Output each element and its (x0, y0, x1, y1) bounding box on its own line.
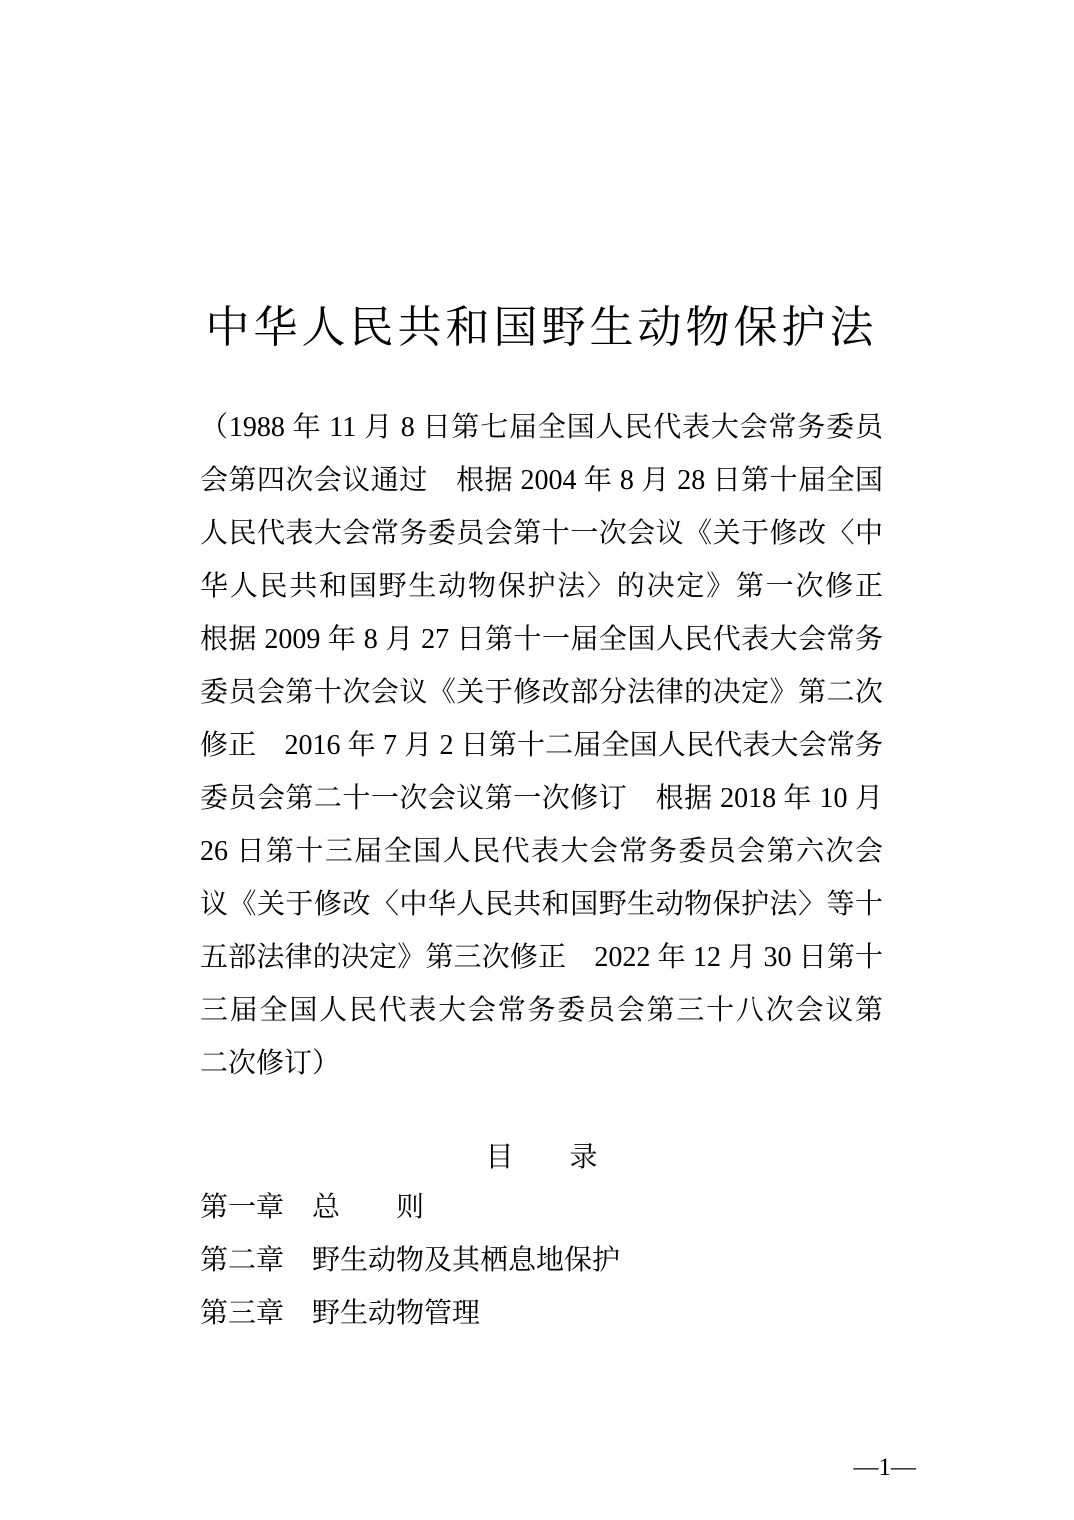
preamble-line: （1988 年 11 月 8 日第七届全国人民代表大会常务委员 (200, 412, 883, 443)
toc-chapter-number: 第三章 (200, 1298, 285, 1329)
preamble-line: 二次修订） (200, 1048, 341, 1079)
preamble-line: 议《关于修改〈中华人民共和国野生动物保护法〉等十 (200, 889, 883, 920)
document-title: 中华人民共和国野生动物保护法 (205, 303, 878, 352)
toc-chapter-number: 第二章 (200, 1245, 285, 1276)
toc-chapter-number: 第一章 (200, 1192, 285, 1223)
preamble-line: 委员会第十次会议《关于修改部分法律的决定》第二次 (200, 677, 883, 708)
preamble-line: 会第四次会议通过 根据 2004 年 8 月 28 日第十届全国 (200, 465, 883, 496)
table-of-contents (200, 1181, 883, 1340)
toc-chapter-title: 野生动物及其栖息地保护 (312, 1245, 621, 1276)
toc-item-chapter-1 (200, 1181, 883, 1234)
page-number: —1— (853, 1454, 916, 1481)
preamble-line: 人民代表大会常务委员会第十一次会议《关于修改〈中 (200, 518, 883, 549)
toc-chapter-title: 总 则 (312, 1192, 425, 1223)
preamble-line: 委员会第二十一次会议第一次修订 根据 2018 年 10 月 (200, 783, 883, 814)
preamble-line: 修正 2016 年 7 月 2 日第十二届全国人民代表大会常务 (200, 730, 883, 761)
preamble-line: 根据 2009 年 8 月 27 日第十一届全国人民代表大会常务 (200, 624, 883, 655)
preamble-paragraph (200, 401, 883, 1090)
preamble-line: 三届全国人民代表大会常务委员会第三十八次会议第 (200, 995, 883, 1026)
toc-item-chapter-3 (200, 1287, 883, 1340)
preamble-line: 五部法律的决定》第三次修正 2022 年 12 月 30 日第十 (200, 942, 883, 973)
preamble-line: 26 日第十三届全国人民代表大会常务委员会第六次会 (200, 836, 883, 867)
toc-heading: 目 录 (485, 1142, 598, 1173)
preamble-line: 华人民共和国野生动物保护法〉的决定》第一次修正 (200, 571, 883, 602)
toc-chapter-title: 野生动物管理 (312, 1298, 481, 1329)
toc-item-chapter-2 (200, 1234, 883, 1287)
